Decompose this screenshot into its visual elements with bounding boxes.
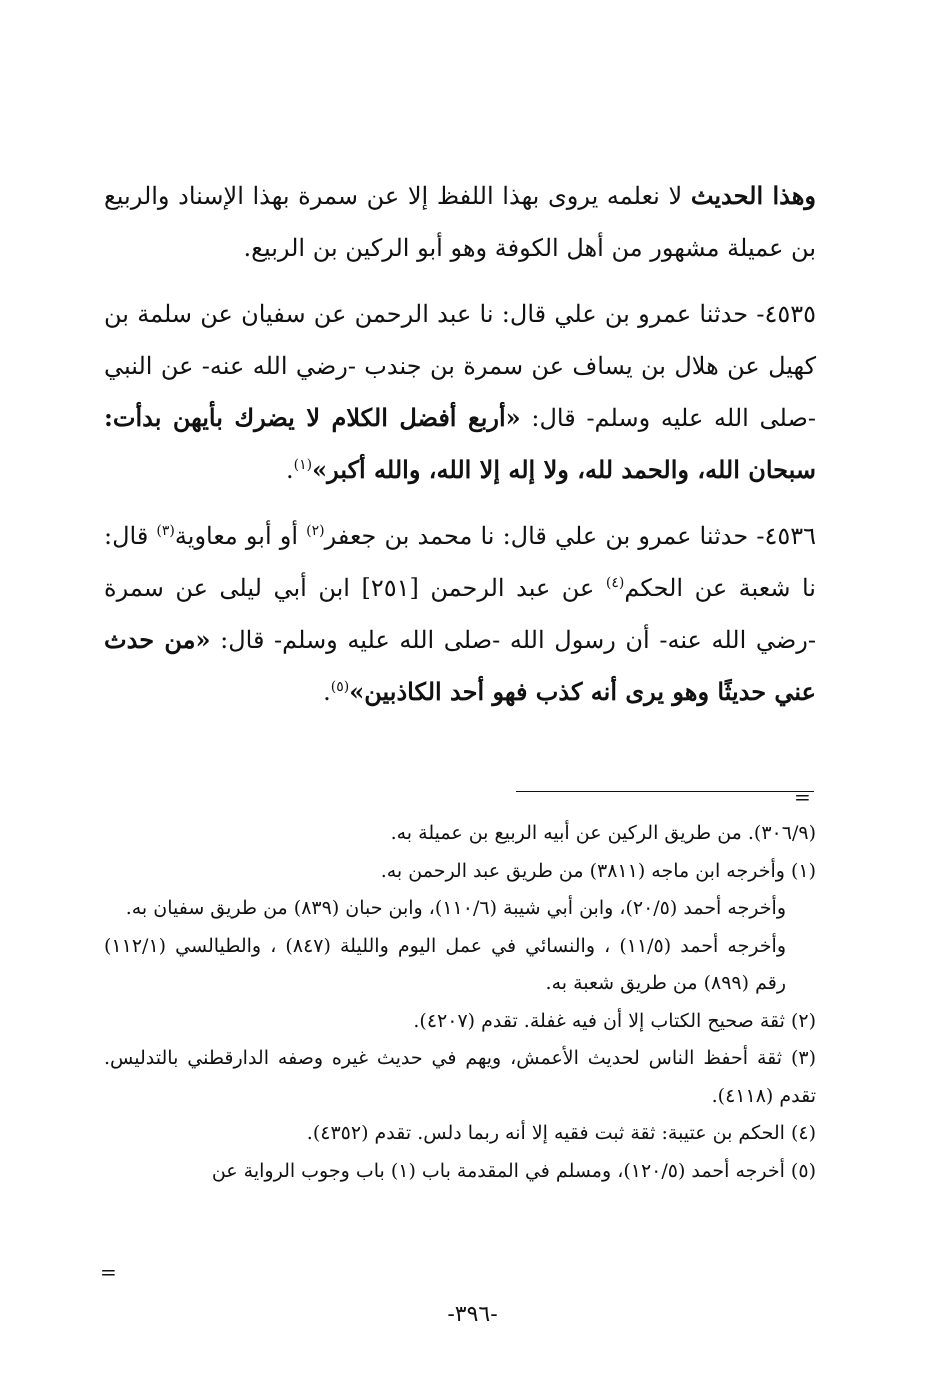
- paragraph-note: [104, 170, 816, 274]
- continuation-mark-bottom: =: [100, 1260, 117, 1284]
- isnad-text-2: أو أبو معاوية: [174, 522, 307, 550]
- continuation-mark-top: =: [794, 785, 811, 809]
- footnote-ref-4[interactable]: (٤): [605, 575, 625, 591]
- isnad-text-1: ٤٥٣٦- حدثنا عمرو بن علي قال: نا محمد بن جعفر: [324, 522, 816, 550]
- isnad-text-4: عن عبد الرحمن [٢٥١] ابن أبي ليلى عن سمرة -رضي الله عنه- أن رسول الله -صلى الله عليه وسلم- قال:: [104, 574, 816, 654]
- footnote-line: (٣) ثقة أحفظ الناس لحديث الأعمش، ويهم في حديث غيره وصفه الدارقطني بالتدليس. تقدم (٤١١٨).: [104, 1047, 816, 1107]
- matn-text: «أربع أفضل الكلام لا يضرك بأيهن بدأت: سبحان الله، والحمد لله، ولا إله إلا الله، والله أكبر»: [104, 403, 816, 484]
- footnote-ref-2[interactable]: (٢): [306, 523, 325, 539]
- footnote-line: وأخرجه أحمد (١١/٥) ، والنسائي في عمل اليوم والليلة (٨٤٧) ، والطيالسي (١١٢/١) رقم (٨٩٩) من طريق شعبة به.: [104, 934, 786, 994]
- footnotes: [104, 815, 816, 1190]
- isnad-text: ٤٥٣٥- حدثنا عمرو بن علي قال: نا عبد الرحمن عن سفيان عن سلمة بن كهيل عن هلال بن يساف عن سمرة بن جندب -رضي الله عنه- عن النبي -صلى الله عليه وسلم- قال:: [104, 300, 816, 432]
- footnote-line: (٤) الحكم بن عتيبة: ثقة ثبت فقيه إلا أنه ربما دلس. تقدم (٤٣٥٢).: [306, 1122, 816, 1144]
- main-text: [104, 170, 816, 718]
- footnote-line: (٣٠٦/٩). من طريق الركين عن أبيه الربيع بن عميلة به.: [390, 822, 816, 844]
- note-text: لا نعلمه يروى بهذا اللفظ إلا عن سمرة بهذا الإسناد والربيع بن عميلة مشهور من أهل الكوفة وهو أبو الركين بن الربيع.: [104, 182, 816, 262]
- footnote-ref-1[interactable]: (١): [293, 457, 313, 473]
- isnad-text-3: قال: نا شعبة عن الحكم: [104, 522, 816, 602]
- footnote-ref-3[interactable]: (٣): [156, 523, 175, 539]
- footnote-line: وأخرجه أحمد (٢٠/٥)، وابن أبي شيبة (١١٠/٦)، وابن حبان (٨٣٩) من طريق سفيان به.: [125, 897, 786, 919]
- footnote-line: (٢) ثقة صحيح الكتاب إلا أن فيه غفلة. تقدم (٤٢٠٧).: [413, 1009, 816, 1032]
- page-number: -٣٩٦-: [447, 1302, 498, 1327]
- footnote-line: (٥) أخرجه أحمد (١٢٠/٥)، ومسلم في المقدمة باب (١) باب وجوب الرواية عن: [211, 1159, 816, 1182]
- hadith-4536: [104, 510, 816, 718]
- footnote-line: (١) وأخرجه ابن ماجه (٣٨١١) من طريق عبد الرحمن به.: [380, 859, 816, 882]
- footnote-ref-5[interactable]: (٥): [330, 679, 350, 695]
- footnote-divider: [516, 791, 814, 792]
- end-period: .: [285, 456, 294, 484]
- lead-phrase: وهذا الحديث: [690, 181, 817, 210]
- hadith-4535: [104, 288, 816, 496]
- end-period: .: [323, 678, 331, 706]
- matn-text: «من حدث عني حديثًا وهو يرى أنه كذب فهو أحد الكاذبين»: [104, 625, 816, 706]
